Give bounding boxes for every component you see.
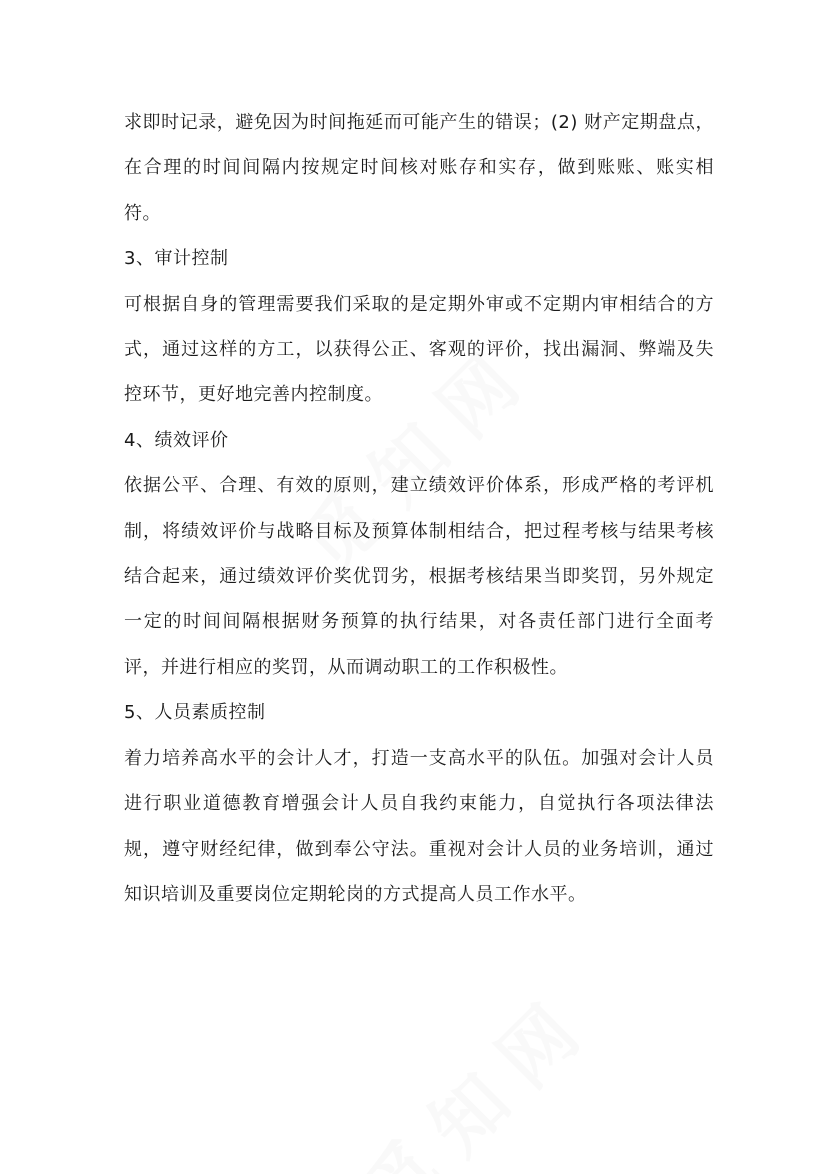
section-heading-audit-control: 3、审计控制: [124, 248, 229, 270]
paragraph-performance-evaluation: 依据公平、合理、有效的原则，建立绩效评价体系，形成严格的考评机制，将绩效评价与战略目标及预算体制相结合，把过程考核与结果考核结合起来，通过绩效评价奖优罚劣，根据考核结果当即奖罚，另外规定一定的时间间隔根据财务预算的执行结果，对各责任部门进行全面考评，并进行相应的奖罚，从而调动职工的工作积极性。: [124, 475, 714, 678]
document-body: [124, 100, 714, 917]
paragraph-audit-control: 可根据自身的管理需要我们采取的是定期外审或不定期内审相结合的方式，通过这样的方工，以获得公正、客观的评价，找出漏洞、弊端及失控环节，更好地完善内控制度。: [124, 293, 714, 406]
section-heading-personnel-quality-control: 5、人员素质控制: [124, 702, 266, 724]
paragraph-personnel-quality-control: 着力培养高水平的会计人才，打造一支高水平的队伍。加强对会计人员进行职业道德教育增强会计人员自我约束能力，自觉执行各项法律法规，遵守财经纪律，做到奉公守法。重视对会计人员的业务培训，通过知识培训及重要岗位定期轮岗的方式提高人员工作水平。: [124, 747, 714, 905]
section-heading-performance-evaluation: 4、绩效评价: [124, 429, 229, 451]
paragraph-property-inventory: 求即时记录，避免因为时间拖延而可能产生的错误；(2) 财产定期盘点，在合理的时间间隔内按规定时间核对账存和实存，做到账账、账实相符。: [124, 112, 714, 224]
watermark: [335, 964, 614, 1174]
